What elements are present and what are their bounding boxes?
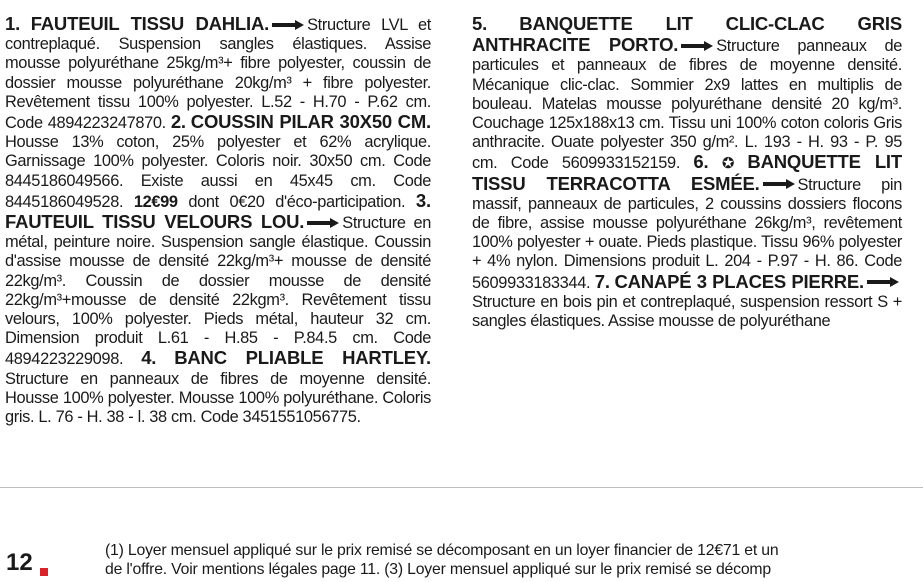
- product-title: BANQUETTE LIT CLIC-CLAC GRIS ANTHRACITE PORTO.: [472, 13, 902, 56]
- product-title: FAUTEUIL TISSU VELOURS LOU.: [5, 211, 305, 233]
- product-description: Structure en bois pin et contreplaqué, suspension ressort S + sangles élastiques. Assise mousse de polyuréthane: [472, 292, 902, 331]
- product-title: BANC PLIABLE HARTLEY.: [174, 347, 431, 369]
- product-3: [5, 189, 431, 369]
- product-number: 3.: [415, 189, 431, 211]
- product-title: BANQUETTE LIT TISSU TERRACOTTA ESMÉE.: [472, 151, 902, 194]
- footnote-line: de l'offre. Voir mentions légales page 11. (3) Loyer mensuel appliqué sur le prix remisé se décomp: [105, 561, 771, 578]
- product-description: Structure en métal, peinture noire. Suspension sangle élastique. Coussin d'assise mousse de densité 22kg/m³+ mousse de densité 22kg/m³. Coussin de dossier mousse de densité 22kg/m³+mousse de densité 22kgm³. Revêtement tissu velours, 100% polyester. Pieds métal, hauteur 32 cm. Dimension produit L.61 - H.85 - P.84.5 cm. Code 4894223229098.: [5, 214, 431, 369]
- arrow-icon: [272, 22, 304, 28]
- product-description: Structure panneaux de particules et panneaux de fibres de moyenne densité. Mécanique clic-clac. Sommier 2x9 lattes en multiplis de bouleau. Matelas mousse polyuréthane densité 20 kg/m³. Couchage 125x188x13 cm. Tissu uni 100% coton coloris Gris anthracite. Ouate polyester 350 g/m². L. 193 - H. 93 - P. 95 cm. Code 5609933152159.: [472, 37, 902, 173]
- product-title: CANAPÉ 3 PLACES PIERRE.: [614, 270, 864, 292]
- footnote: [105, 541, 923, 579]
- eco-badge-icon: ✪: [721, 155, 735, 173]
- product-description: Housse 13% coton, 25% polyester et 62% acrylique. Garnissage 100% polyester. Coloris noir. 30x50 cm. Code 8445186049566. Existe aussi en 45x45 cm. Code 8445186049528.: [5, 133, 431, 211]
- product-number: 6.: [693, 151, 709, 173]
- product-title: FAUTEUIL TISSU DAHLIA.: [30, 13, 270, 34]
- page-number: 12: [6, 549, 33, 576]
- arrow-icon: [763, 181, 795, 187]
- product-number: 5.: [472, 13, 488, 34]
- right-column: [472, 14, 902, 331]
- page-marker-square-icon: [40, 568, 48, 576]
- footnote-line: (1) Loyer mensuel appliqué sur le prix remisé se décomposant en un loyer financier de 12€71 et un: [105, 542, 779, 559]
- left-column: [5, 14, 431, 427]
- product-description: Structure pin massif, panneaux de particules, 2 coussins dossiers flocons de fibre, assise mousse polyuréthane 26kg/m³, revêtement 100% polyester + ouate. Pieds plastique. Tissu 96% polyester + 4% nylon. Dimensions produit L. 204 - P.97 - H. 86. Code 5609933183344.: [472, 175, 902, 292]
- product-number: 1.: [5, 13, 21, 34]
- product-number: 2.: [170, 111, 186, 133]
- arrow-icon: [307, 220, 339, 226]
- product-price: 12€99: [133, 192, 178, 211]
- footer-divider: [0, 487, 923, 488]
- product-description: Structure en panneaux de fibres de moyenne densité. Housse 100% polyester. Mousse 100% polyuréthane. Coloris gris. L. 76 - H. 38 - l. 38 cm. Code 3451551056775.: [5, 369, 431, 427]
- product-number: 4.: [141, 347, 157, 369]
- product-title: COUSSIN PILAR 30X50 CM.: [190, 111, 431, 133]
- eco-participation: dont 0€20 d'éco-participation.: [188, 192, 406, 211]
- product-description: Structure LVL et contreplaqué. Suspension sangles élastiques. Assise mousse polyuréthane 25kg/m³+ fibre polyester, coussin de dossier mousse polyuréthane 20kg/m³ + fibre polyester. Revêtement tissu 100% polyester. L.52 - H.70 - P.62 cm. Code 4894223247870.: [5, 16, 431, 133]
- arrow-icon: [681, 43, 713, 49]
- arrow-icon: [867, 279, 899, 285]
- product-number: 7.: [594, 270, 610, 292]
